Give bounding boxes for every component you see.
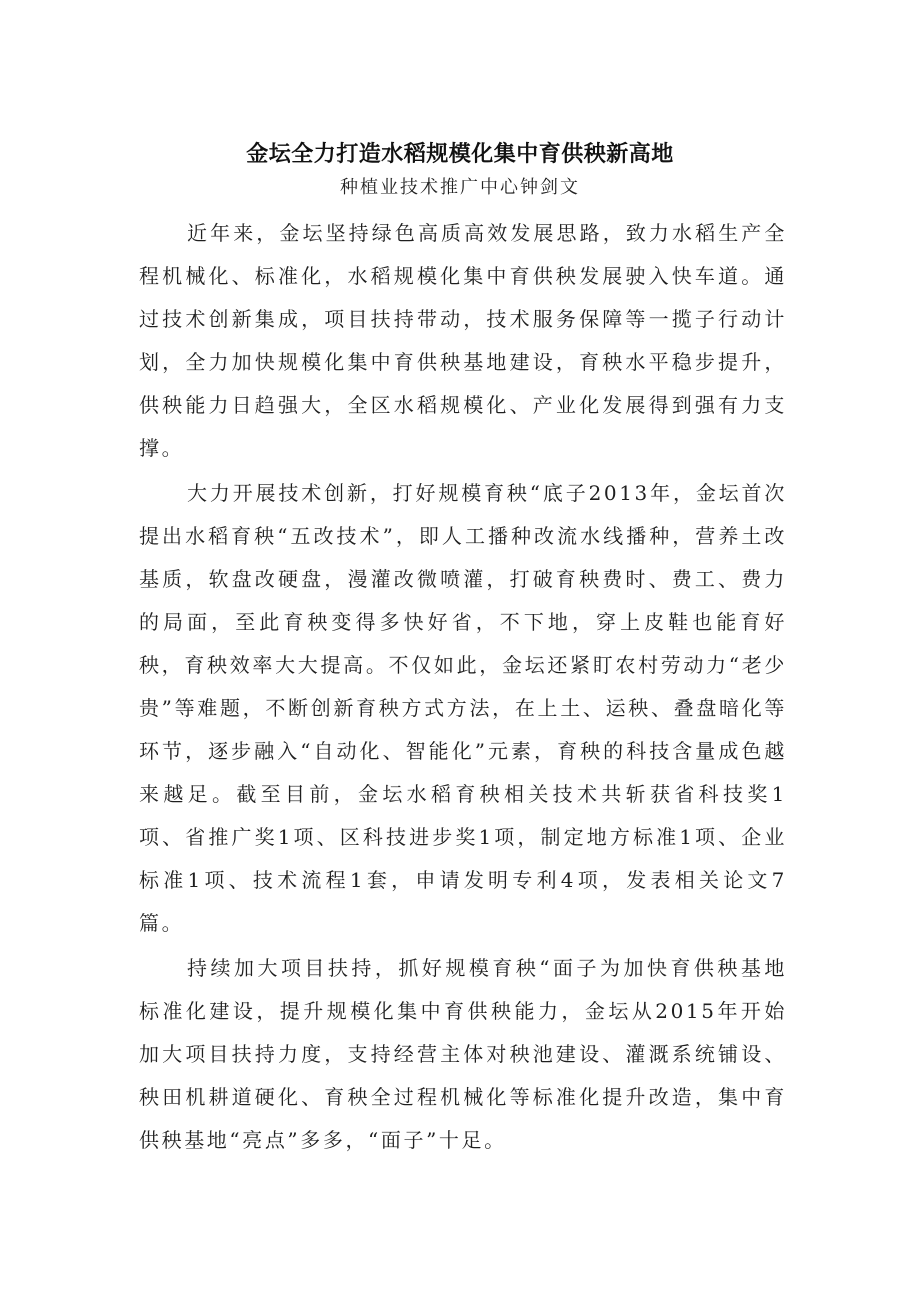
document-body bbox=[139, 212, 787, 1164]
author-byline: 种植业技术推广中心钟剑文 bbox=[340, 177, 580, 198]
paragraph-project-support: 持续加大项目扶持，抓好规模育秧“面子为加快育供秧基地标准化建设，提升规模化集中育供秧能力，金坛从2015年开始加大项目扶持力度，支持经营主体对秧池建设、灌溉系统铺设、秧田机耕道硬化、育秧全过程机械化等标准化提升改造，集中育供秧基地“亮点”多多，“面子”十足。 bbox=[139, 956, 787, 1152]
paragraph-tech-innovation: 大力开展技术创新，打好规模育秧“底子2013年，金坛首次提出水稻育秧“五改技术”，即人工播种改流水线播种，营养土改基质，软盘改硬盘，漫灌改微喷灌，打破育秧费时、费工、费力的局面，至此育秧变得多快好省，不下地，穿上皮鞋也能育好秧，育秧效率大大提高。不仅如此，金坛还紧盯农村劳动力“老少贵”等难题，不断创新育秧方式方法，在上土、运秧、叠盘暗化等环节，逐步融入“自动化、智能化”元素，育秧的科技含量成色越来越足。截至目前，金坛水稻育秧相关技术共斩获省科技奖1项、省推广奖1项、区科技进步奖1项，制定地方标准1项、企业标准1项、技术流程1套，申请发明专利4项，发表相关论文7篇。 bbox=[139, 481, 787, 935]
paragraph-intro: 近年来，金坛坚持绿色高质高效发展思路，致力水稻生产全程机械化、标准化，水稻规模化集中育供秧发展驶入快车道。通过技术创新集成，项目扶持带动，技术服务保障等一揽子行动计划，全力加快规模化集中育供秧基地建设，育秧水平稳步提升，供秧能力日趋强大，全区水稻规模化、产业化发展得到强有力支撑。 bbox=[139, 221, 787, 460]
document-title: 金坛全力打造水稻规模化集中育供秧新高地 bbox=[246, 141, 674, 167]
